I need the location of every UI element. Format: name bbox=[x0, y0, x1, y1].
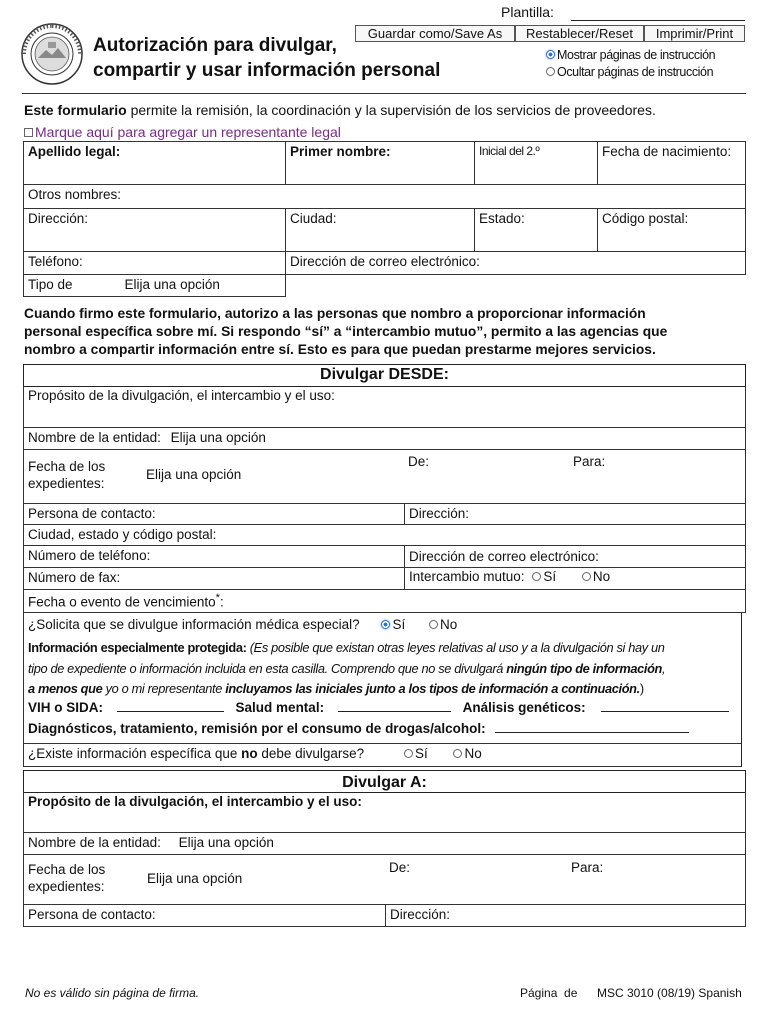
mutual-yes-label: Sí bbox=[543, 569, 557, 584]
hiv-label: VIH o SIDA: bbox=[28, 700, 104, 715]
from-purpose-label: Propósito de la divulgación, el intercambio y el uso: bbox=[28, 388, 335, 403]
genetic-label: Análisis genéticos: bbox=[462, 700, 586, 715]
from-records-label-2: expedientes: bbox=[28, 476, 105, 491]
checkbox-icon[interactable] bbox=[24, 128, 33, 137]
from-address-label: Dirección: bbox=[409, 506, 470, 521]
protected-p2b: , bbox=[662, 660, 666, 676]
divider bbox=[385, 905, 386, 926]
address-label: Dirección: bbox=[28, 211, 89, 226]
expiry-row[interactable]: Fecha o evento de vencimiento*: bbox=[23, 590, 746, 613]
mutual-no-option[interactable] bbox=[582, 569, 610, 584]
radio-selected-icon[interactable] bbox=[546, 50, 555, 59]
hide-instructions-option[interactable] bbox=[546, 65, 713, 79]
intro-bold: Este formulario bbox=[24, 102, 127, 118]
page-number: Página de bbox=[520, 986, 578, 1000]
to-entity-field[interactable] bbox=[23, 833, 746, 855]
from-phone-label: Número de teléfono: bbox=[28, 548, 151, 563]
medical-no-option[interactable] bbox=[429, 617, 457, 632]
to-records-label-2: expedientes: bbox=[28, 879, 105, 894]
type-label: Tipo de bbox=[28, 277, 73, 292]
to-date-to-label: Para: bbox=[571, 860, 604, 875]
from-entity-label: Nombre de la entidad: bbox=[28, 430, 161, 445]
type-blank bbox=[286, 275, 746, 297]
protected-b4: incluyamos las iniciales junto a los tipos de información a continuación. bbox=[225, 681, 640, 696]
title-line-1: Autorización para divulgar, bbox=[93, 35, 337, 56]
from-section-heading: Divulgar DESDE: bbox=[23, 364, 746, 387]
drugs-row bbox=[28, 721, 689, 736]
show-instructions-option[interactable] bbox=[546, 48, 715, 62]
protected-bold: Información especialmente protegida: bbox=[28, 640, 247, 655]
legal-rep-checkbox[interactable] bbox=[24, 124, 341, 140]
mutual-exchange-label: Intercambio mutuo: bbox=[409, 569, 525, 584]
intro-text bbox=[24, 102, 656, 118]
mental-initials-field[interactable] bbox=[338, 700, 451, 712]
withhold-label-b: no bbox=[241, 746, 258, 761]
type-dropdown[interactable]: Elija una opción bbox=[124, 277, 220, 292]
first-name-label: Primer nombre: bbox=[290, 144, 391, 159]
from-phone-row bbox=[23, 546, 746, 568]
protected-end: ) bbox=[639, 681, 644, 696]
from-date-to-label: Para: bbox=[573, 454, 606, 469]
type-field[interactable] bbox=[24, 275, 286, 297]
to-address-label: Dirección: bbox=[390, 907, 451, 922]
state-field[interactable] bbox=[475, 209, 598, 252]
from-purpose-field[interactable] bbox=[23, 386, 746, 428]
radio-icon[interactable] bbox=[429, 620, 438, 629]
protected-p1: (Es posible que existan otras leyes relativas al uso y a la divulgación si hay un bbox=[246, 640, 665, 655]
email-field[interactable] bbox=[286, 252, 746, 275]
consent-line-3: nombro a compartir información entre sí. Esto es para que puedan prestarme mejores servicios. bbox=[24, 342, 656, 357]
from-records-label-1: Fecha de los bbox=[28, 459, 106, 474]
withhold-yes-option[interactable] bbox=[404, 746, 428, 761]
to-entity-label: Nombre de la entidad: bbox=[28, 835, 161, 850]
from-records-dropdown[interactable]: Elija una opción bbox=[146, 467, 242, 482]
mental-label: Salud mental: bbox=[235, 700, 325, 715]
from-entity-field[interactable] bbox=[23, 428, 746, 450]
drugs-initials-field[interactable] bbox=[495, 721, 689, 733]
to-records-label-1: Fecha de los bbox=[28, 862, 106, 877]
middle-initial-field[interactable] bbox=[475, 142, 598, 185]
reset-button[interactable]: Restablecer/Reset bbox=[515, 25, 644, 42]
state-label: Estado: bbox=[479, 211, 525, 226]
special-info-block bbox=[23, 613, 742, 743]
from-date-from-label: De: bbox=[408, 454, 430, 469]
radio-icon[interactable] bbox=[453, 749, 462, 758]
phone-field[interactable] bbox=[24, 252, 286, 275]
person-table bbox=[23, 141, 746, 297]
genetic-initials-field[interactable] bbox=[601, 700, 729, 712]
radio-unselected-icon[interactable] bbox=[546, 67, 555, 76]
to-contact-label: Persona de contacto: bbox=[28, 907, 156, 922]
phone-label: Teléfono: bbox=[28, 254, 83, 269]
form-number: MSC 3010 (08/19) Spanish bbox=[597, 986, 742, 1000]
medical-no-label: No bbox=[439, 617, 458, 632]
print-button[interactable]: Imprimir/Print bbox=[644, 25, 745, 42]
protected-p3: yo o mi representante bbox=[102, 681, 226, 696]
medical-yes-label: Sí bbox=[392, 617, 406, 632]
to-entity-dropdown[interactable]: Elija una opción bbox=[178, 835, 274, 850]
footer-note: No es válido sin página de firma. bbox=[25, 986, 200, 1000]
template-field[interactable] bbox=[571, 6, 745, 21]
medical-question-label: ¿Solicita que se divulgue información médica especial? bbox=[28, 617, 360, 632]
from-entity-dropdown[interactable]: Elija una opción bbox=[170, 430, 266, 445]
show-instructions-label: Mostrar páginas de instrucción bbox=[557, 48, 716, 62]
from-contact-label: Persona de contacto: bbox=[28, 506, 156, 521]
first-name-field[interactable] bbox=[286, 142, 475, 185]
consent-line-1: Cuando firmo este formulario, autorizo a las personas que nombro a proporcionar información bbox=[24, 306, 646, 321]
header-divider bbox=[22, 93, 746, 94]
withhold-no-option[interactable] bbox=[453, 746, 481, 761]
seal-logo bbox=[20, 22, 84, 86]
other-names-field[interactable] bbox=[24, 185, 746, 209]
from-city-row[interactable] bbox=[23, 525, 746, 546]
email-label: Dirección de correo electrónico: bbox=[290, 254, 480, 269]
zip-label: Código postal: bbox=[602, 211, 689, 226]
radio-icon[interactable] bbox=[582, 572, 591, 581]
medical-question bbox=[28, 617, 457, 632]
to-purpose-label: Propósito de la divulgación, el intercambio y el uso: bbox=[28, 794, 362, 809]
consent-text bbox=[24, 305, 667, 359]
legal-rep-label: Marque aquí para agregar un representante legal bbox=[35, 124, 341, 140]
protected-b3: a menos que bbox=[28, 681, 103, 696]
from-records-label bbox=[28, 458, 105, 492]
mutual-exchange bbox=[409, 569, 610, 584]
hide-instructions-label: Ocultar páginas de instrucción bbox=[557, 65, 714, 79]
to-records-dropdown[interactable]: Elija una opción bbox=[147, 871, 243, 886]
save-as-button[interactable]: Guardar como/Save As bbox=[355, 25, 515, 42]
drugs-label: Diagnósticos, tratamiento, remisión por el consumo de drogas/alcohol: bbox=[28, 721, 486, 736]
last-name-field[interactable] bbox=[24, 142, 286, 185]
expiry-asterisk: * bbox=[215, 592, 221, 604]
withhold-label-c: debe divulgarse? bbox=[257, 746, 365, 761]
protected-b2: ningún tipo de información bbox=[506, 660, 663, 676]
intro-rest: permite la remisión, la coordinación y la supervisión de los servicios de proveedores. bbox=[126, 102, 656, 118]
protected-p2: tipo de expediente o información incluida en esta casilla. Comprendo que no se divulgará bbox=[28, 660, 507, 676]
to-section-heading: Divulgar A: bbox=[23, 770, 746, 793]
divider bbox=[404, 504, 405, 524]
withhold-row bbox=[23, 743, 742, 767]
mutual-yes-option[interactable] bbox=[532, 569, 556, 584]
consent-line-2: personal específica sobre mí. Si respondo “sí” a “intercambio mutuo”, permito a las agencias que bbox=[24, 324, 668, 339]
dob-label: Fecha de nacimiento: bbox=[602, 144, 732, 159]
to-date-from-label: De: bbox=[389, 860, 411, 875]
dob-field[interactable] bbox=[598, 142, 746, 185]
from-city-label: Ciudad, estado y código postal: bbox=[28, 527, 217, 542]
withhold-no-label: No bbox=[464, 746, 482, 761]
radio-selected-icon[interactable] bbox=[381, 620, 390, 629]
to-contact-row bbox=[23, 905, 746, 927]
from-email-label: Dirección de correo electrónico: bbox=[409, 549, 599, 564]
title-line-2: compartir y usar información personal bbox=[93, 60, 441, 81]
middle-initial-label: Inicial del 2.º bbox=[479, 144, 540, 158]
zip-field[interactable] bbox=[598, 209, 746, 252]
from-fax-label: Número de fax: bbox=[28, 570, 121, 585]
city-field[interactable] bbox=[286, 209, 475, 252]
city-label: Ciudad: bbox=[290, 211, 337, 226]
radio-icon[interactable] bbox=[532, 572, 541, 581]
sensitive-types-row bbox=[28, 700, 729, 715]
expiry-label: Fecha o evento de vencimiento bbox=[28, 594, 216, 610]
withhold-yes-label: Sí bbox=[414, 746, 428, 761]
last-name-label: Apellido legal: bbox=[28, 144, 121, 159]
medical-yes-option[interactable] bbox=[381, 617, 405, 632]
to-records-label bbox=[28, 861, 105, 895]
withhold-label-a: ¿Existe información específica que bbox=[28, 746, 242, 761]
from-fax-row bbox=[23, 568, 746, 590]
protected-info-text bbox=[28, 638, 740, 700]
from-records-row bbox=[23, 450, 746, 504]
to-purpose-field[interactable] bbox=[23, 792, 746, 833]
address-field[interactable] bbox=[24, 209, 286, 252]
other-names-label: Otros nombres: bbox=[28, 187, 122, 202]
hiv-initials-field[interactable] bbox=[117, 700, 224, 712]
mutual-no-label: No bbox=[592, 569, 611, 584]
from-contact-row bbox=[23, 504, 746, 525]
radio-icon[interactable] bbox=[404, 749, 413, 758]
to-records-row bbox=[23, 855, 746, 905]
template-label: Plantilla: bbox=[501, 4, 554, 20]
